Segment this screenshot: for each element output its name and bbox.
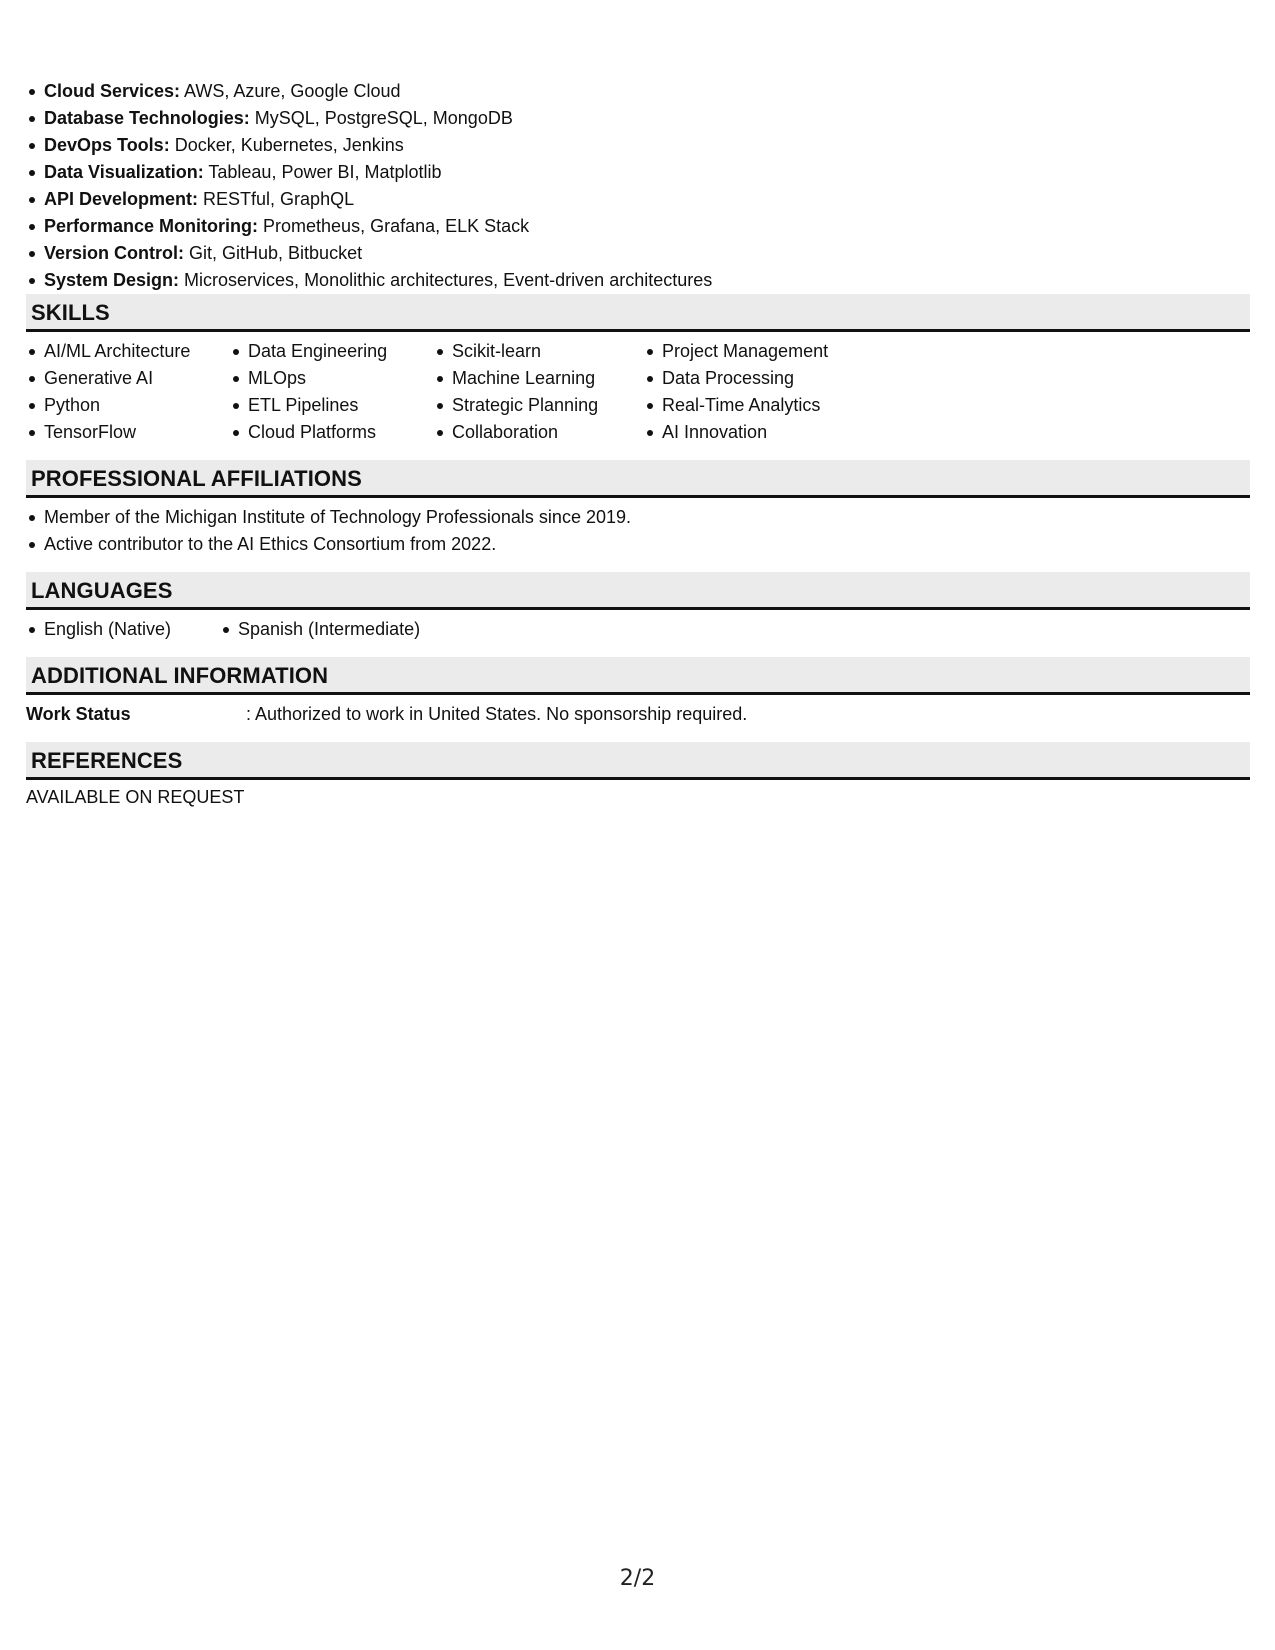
list-item	[44, 240, 1250, 267]
tech-category: Database Technologies:	[44, 108, 250, 128]
tech-values: RESTful, GraphQL	[198, 189, 355, 209]
languages-list	[220, 616, 420, 643]
skills-section-header: SKILLS	[26, 294, 1250, 332]
skill-item: Real-Time Analytics	[662, 392, 882, 419]
affiliation-item: Member of the Michigan Institute of Technology Professionals since 2019.	[44, 504, 1250, 531]
tech-category: Performance Monitoring:	[44, 216, 259, 236]
list-item	[44, 186, 1250, 213]
skills-column	[230, 338, 434, 446]
affiliation-item: Active contributor to the AI Ethics Consortium from 2022.	[44, 531, 1250, 558]
work-status-label: Work Status	[26, 704, 131, 724]
tech-values: Git, GitHub, Bitbucket	[184, 243, 363, 263]
skill-item: ETL Pipelines	[248, 392, 434, 419]
page-number: 2/2	[619, 1566, 656, 1591]
tech-values: Prometheus, Grafana, ELK Stack	[258, 216, 530, 236]
skill-item: Project Management	[662, 338, 882, 365]
references-text: AVAILABLE ON REQUEST	[26, 787, 245, 807]
list-item	[44, 267, 1250, 294]
skills-column	[434, 338, 644, 446]
affiliations-list	[26, 504, 1250, 558]
skill-item: Data Processing	[662, 365, 882, 392]
tech-values: MySQL, PostgreSQL, MongoDB	[249, 108, 513, 128]
list-item	[44, 105, 1250, 132]
languages-section-header: LANGUAGES	[26, 572, 1250, 610]
skill-item: TensorFlow	[44, 419, 230, 446]
language-item: English (Native)	[44, 616, 220, 643]
tech-category: System Design:	[44, 270, 180, 290]
tech-category: DevOps Tools:	[44, 135, 170, 155]
skill-item: Collaboration	[452, 419, 644, 446]
list-item	[44, 213, 1250, 240]
tech-category: Cloud Services:	[44, 81, 181, 101]
work-status-row	[26, 701, 1250, 728]
tech-category: Data Visualization:	[44, 162, 204, 182]
tech-category: Version Control:	[44, 243, 185, 263]
technical-skills-list	[26, 78, 1250, 294]
languages-body	[26, 610, 1250, 643]
languages-list	[26, 616, 220, 643]
skills-column	[644, 338, 882, 446]
skills-column	[26, 338, 230, 446]
skills-grid	[26, 332, 1250, 446]
additional-info-body	[26, 695, 1250, 728]
skill-item: Scikit-learn	[452, 338, 644, 365]
tech-values: AWS, Azure, Google Cloud	[180, 81, 401, 101]
skill-item: AI/ML Architecture	[44, 338, 230, 365]
work-status-value: : Authorized to work in United States. No sponsorship required.	[246, 704, 748, 724]
skill-item: Machine Learning	[452, 365, 644, 392]
tech-values: Tableau, Power BI, Matplotlib	[203, 162, 442, 182]
skill-item: MLOps	[248, 365, 434, 392]
tech-values: Docker, Kubernetes, Jenkins	[169, 135, 404, 155]
skill-item: Strategic Planning	[452, 392, 644, 419]
skill-item: Python	[44, 392, 230, 419]
tech-values: Microservices, Monolithic architectures, Event-driven architectures	[179, 270, 713, 290]
skill-item: AI Innovation	[662, 419, 882, 446]
tech-category: API Development:	[44, 189, 199, 209]
references-section-header: REFERENCES	[26, 742, 1250, 780]
skill-item: Generative AI	[44, 365, 230, 392]
list-item	[44, 78, 1250, 105]
affiliations-section-header: PROFESSIONAL AFFILIATIONS	[26, 460, 1250, 498]
resume-page	[26, 78, 1250, 811]
skill-item: Cloud Platforms	[248, 419, 434, 446]
list-item	[44, 159, 1250, 186]
language-item: Spanish (Intermediate)	[238, 616, 420, 643]
list-item	[44, 132, 1250, 159]
skill-item: Data Engineering	[248, 338, 434, 365]
affiliations-body	[26, 498, 1250, 558]
additional-info-section-header: ADDITIONAL INFORMATION	[26, 657, 1250, 695]
